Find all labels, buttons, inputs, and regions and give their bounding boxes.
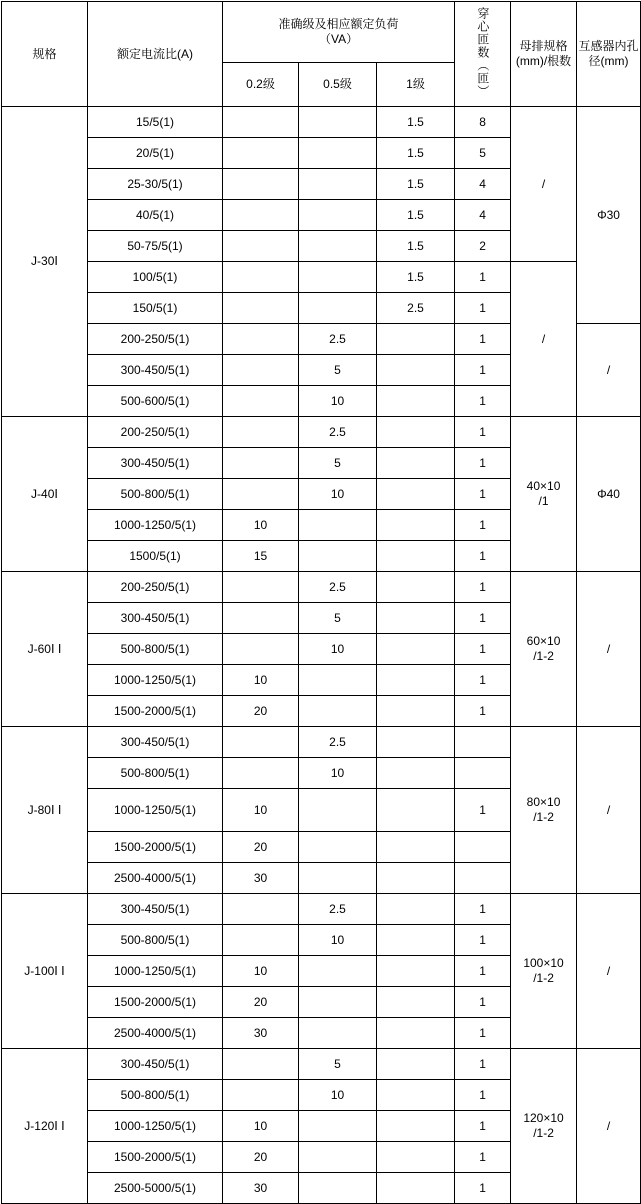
- class02-cell: [223, 479, 299, 510]
- class1-cell: [377, 696, 455, 727]
- class02-cell: [223, 417, 299, 448]
- turns-cell: 1: [455, 324, 511, 355]
- spec-cell: J-80Ⅰ Ⅰ: [2, 727, 88, 894]
- turns-cell: 4: [455, 169, 511, 200]
- ratio-cell: 50-75/5(1): [88, 231, 223, 262]
- class1-cell: [377, 324, 455, 355]
- ratio-cell: 1000-1250/5(1): [88, 665, 223, 696]
- table-row: [2, 727, 641, 758]
- class02-cell: [223, 355, 299, 386]
- class02-cell: 30: [223, 863, 299, 894]
- class05-cell: [299, 1018, 377, 1049]
- class05-cell: 5: [299, 355, 377, 386]
- turns-cell: 5: [455, 138, 511, 169]
- class1-cell: [377, 1049, 455, 1080]
- class02-cell: 15: [223, 541, 299, 572]
- bus-line1: 60×10: [526, 634, 561, 648]
- turns-cell: 1: [455, 386, 511, 417]
- turns-cell: 1: [455, 262, 511, 293]
- ratio-cell: 300-450/5(1): [88, 1049, 223, 1080]
- ratio-cell: 1500-2000/5(1): [88, 696, 223, 727]
- hole-cell: Φ30: [577, 107, 641, 324]
- header-ratio: 额定电流比(A): [88, 2, 223, 107]
- spec-table-page: [0, 1, 641, 1195]
- class02-cell: 30: [223, 1018, 299, 1049]
- header-class-05: 0.5级: [299, 63, 377, 107]
- class1-cell: [377, 956, 455, 987]
- ratio-cell: 1500-2000/5(1): [88, 1142, 223, 1173]
- class1-cell: [377, 355, 455, 386]
- table-header: [2, 2, 641, 107]
- bus-cell: [511, 417, 577, 572]
- turns-cell: 1: [455, 448, 511, 479]
- ratio-cell: 500-800/5(1): [88, 634, 223, 665]
- ratio-cell: 40/5(1): [88, 200, 223, 231]
- class05-cell: 10: [299, 479, 377, 510]
- ratio-cell: 300-450/5(1): [88, 355, 223, 386]
- turns-cell: 1: [455, 987, 511, 1018]
- turns-cell: 1: [455, 479, 511, 510]
- table-row: [2, 107, 641, 138]
- class1-cell: 2.5: [377, 293, 455, 324]
- class05-cell: 10: [299, 1080, 377, 1111]
- ratio-cell: 1000-1250/5(1): [88, 956, 223, 987]
- class05-cell: 2.5: [299, 417, 377, 448]
- ratio-cell: 200-250/5(1): [88, 572, 223, 603]
- class02-cell: [223, 138, 299, 169]
- turns-cell: 1: [455, 417, 511, 448]
- ratio-cell: 1500-2000/5(1): [88, 832, 223, 863]
- class1-cell: [377, 510, 455, 541]
- class1-cell: [377, 665, 455, 696]
- class05-cell: 2.5: [299, 324, 377, 355]
- class05-cell: [299, 510, 377, 541]
- ratio-cell: 150/5(1): [88, 293, 223, 324]
- class1-cell: [377, 479, 455, 510]
- spec-cell: J-100Ⅰ Ⅰ: [2, 894, 88, 1049]
- class02-cell: [223, 293, 299, 324]
- class05-cell: [299, 1142, 377, 1173]
- table-row: [2, 1049, 641, 1080]
- header-row-1: [2, 2, 641, 63]
- class02-cell: [223, 169, 299, 200]
- class1-cell: 1.5: [377, 262, 455, 293]
- hole-cell: /: [577, 727, 641, 894]
- class1-cell: [377, 758, 455, 789]
- class1-cell: [377, 541, 455, 572]
- header-turns: 穿心匝数（匝）: [455, 2, 511, 107]
- spec-cell: J-40Ⅰ: [2, 417, 88, 572]
- ratio-cell: 200-250/5(1): [88, 417, 223, 448]
- bus-cell: [511, 572, 577, 727]
- hole-cell: Φ40: [577, 417, 641, 572]
- class05-cell: 10: [299, 925, 377, 956]
- class05-cell: [299, 107, 377, 138]
- bus-line2: /1-2: [533, 1126, 554, 1140]
- ratio-cell: 15/5(1): [88, 107, 223, 138]
- bus-line1: 80×10: [526, 795, 561, 809]
- bus-cell: /: [511, 107, 577, 262]
- class1-cell: [377, 1142, 455, 1173]
- class02-cell: 20: [223, 832, 299, 863]
- ratio-cell: 300-450/5(1): [88, 894, 223, 925]
- turns-cell: 1: [455, 1018, 511, 1049]
- class1-cell: [377, 386, 455, 417]
- class1-cell: 1.5: [377, 200, 455, 231]
- class1-cell: [377, 572, 455, 603]
- class05-cell: 10: [299, 758, 377, 789]
- class02-cell: [223, 925, 299, 956]
- turns-cell: 1: [455, 603, 511, 634]
- ratio-cell: 20/5(1): [88, 138, 223, 169]
- class02-cell: 10: [223, 665, 299, 696]
- class05-cell: [299, 696, 377, 727]
- class02-cell: 20: [223, 987, 299, 1018]
- table-row: [2, 262, 641, 293]
- table-body: [2, 107, 641, 1204]
- class05-cell: 10: [299, 634, 377, 665]
- bus-line2: /1: [538, 494, 549, 508]
- bus-cell: /: [511, 262, 577, 417]
- turns-cell: [455, 758, 511, 789]
- class02-cell: [223, 758, 299, 789]
- class05-cell: [299, 231, 377, 262]
- class02-cell: 30: [223, 1173, 299, 1204]
- ratio-cell: 500-800/5(1): [88, 1080, 223, 1111]
- class05-cell: [299, 262, 377, 293]
- class05-cell: [299, 200, 377, 231]
- class1-cell: [377, 634, 455, 665]
- ratio-cell: 1000-1250/5(1): [88, 1111, 223, 1142]
- turns-cell: 1: [455, 355, 511, 386]
- turns-cell: 1: [455, 1142, 511, 1173]
- class1-cell: [377, 1018, 455, 1049]
- header-class-1: 1级: [377, 63, 455, 107]
- class05-cell: 2.5: [299, 894, 377, 925]
- turns-cell: [455, 727, 511, 758]
- class02-cell: [223, 603, 299, 634]
- class05-cell: [299, 832, 377, 863]
- class1-cell: [377, 863, 455, 894]
- class05-cell: [299, 956, 377, 987]
- class05-cell: [299, 138, 377, 169]
- ratio-cell: 25-30/5(1): [88, 169, 223, 200]
- class02-cell: [223, 727, 299, 758]
- current-transformer-spec-table: [1, 1, 641, 1204]
- class02-cell: 10: [223, 510, 299, 541]
- table-row: [2, 894, 641, 925]
- header-bus: 母排规格(mm)/根数: [511, 2, 577, 107]
- class05-cell: 10: [299, 386, 377, 417]
- bus-line1: 40×10: [526, 479, 561, 493]
- class02-cell: 10: [223, 1111, 299, 1142]
- header-accuracy-group: [223, 2, 455, 63]
- turns-cell: 1: [455, 1111, 511, 1142]
- ratio-cell: 2500-5000/5(1): [88, 1173, 223, 1204]
- turns-cell: 1: [455, 894, 511, 925]
- class1-cell: 1.5: [377, 169, 455, 200]
- turns-cell: 4: [455, 200, 511, 231]
- ratio-cell: 500-800/5(1): [88, 758, 223, 789]
- class02-cell: 20: [223, 1142, 299, 1173]
- class05-cell: [299, 1111, 377, 1142]
- class1-cell: [377, 925, 455, 956]
- class02-cell: 10: [223, 789, 299, 832]
- spec-cell: J-60Ⅰ Ⅰ: [2, 572, 88, 727]
- class1-cell: [377, 832, 455, 863]
- class1-cell: [377, 1111, 455, 1142]
- class1-cell: [377, 894, 455, 925]
- class1-cell: [377, 417, 455, 448]
- class05-cell: 5: [299, 448, 377, 479]
- class02-cell: 10: [223, 956, 299, 987]
- bus-cell: [511, 1049, 577, 1204]
- turns-cell: 1: [455, 925, 511, 956]
- ratio-cell: 500-800/5(1): [88, 925, 223, 956]
- class05-cell: [299, 293, 377, 324]
- ratio-cell: 2500-4000/5(1): [88, 1018, 223, 1049]
- class05-cell: [299, 665, 377, 696]
- ratio-cell: 1000-1250/5(1): [88, 510, 223, 541]
- class1-cell: [377, 727, 455, 758]
- class1-cell: [377, 987, 455, 1018]
- class02-cell: [223, 894, 299, 925]
- header-accuracy-line2: （VA）: [318, 32, 359, 47]
- class02-cell: [223, 231, 299, 262]
- turns-cell: 1: [455, 293, 511, 324]
- header-accuracy-line1: 准确级及相应额定负荷: [278, 17, 399, 32]
- ratio-cell: 500-800/5(1): [88, 479, 223, 510]
- turns-cell: 1: [455, 634, 511, 665]
- class02-cell: [223, 262, 299, 293]
- class1-cell: 1.5: [377, 231, 455, 262]
- class1-cell: 1.5: [377, 138, 455, 169]
- turns-cell: 1: [455, 1173, 511, 1204]
- class1-cell: [377, 1080, 455, 1111]
- hole-cell: /: [577, 894, 641, 1049]
- turns-cell: 8: [455, 107, 511, 138]
- class05-cell: 2.5: [299, 727, 377, 758]
- header-class-02: 0.2级: [223, 63, 299, 107]
- class05-cell: [299, 789, 377, 832]
- bus-line1: 100×10: [523, 956, 564, 970]
- ratio-cell: 300-450/5(1): [88, 448, 223, 479]
- ratio-cell: 2500-4000/5(1): [88, 863, 223, 894]
- class02-cell: [223, 448, 299, 479]
- header-hole: 互感器内孔径(mm): [577, 2, 641, 107]
- ratio-cell: 200-250/5(1): [88, 324, 223, 355]
- spec-cell: J-120Ⅰ Ⅰ: [2, 1049, 88, 1204]
- hole-cell: /: [577, 1049, 641, 1204]
- class02-cell: 20: [223, 696, 299, 727]
- class1-cell: [377, 1173, 455, 1204]
- turns-cell: [455, 863, 511, 894]
- class05-cell: 2.5: [299, 572, 377, 603]
- class02-cell: [223, 1049, 299, 1080]
- class02-cell: [223, 200, 299, 231]
- class02-cell: [223, 572, 299, 603]
- ratio-cell: 100/5(1): [88, 262, 223, 293]
- class05-cell: [299, 987, 377, 1018]
- ratio-cell: 500-600/5(1): [88, 386, 223, 417]
- turns-cell: 1: [455, 956, 511, 987]
- turns-cell: 1: [455, 789, 511, 832]
- turns-cell: 2: [455, 231, 511, 262]
- class02-cell: [223, 324, 299, 355]
- class05-cell: 5: [299, 603, 377, 634]
- turns-cell: 1: [455, 572, 511, 603]
- bus-line2: /1-2: [533, 971, 554, 985]
- class05-cell: [299, 169, 377, 200]
- class05-cell: 5: [299, 1049, 377, 1080]
- bus-line1: 120×10: [523, 1111, 564, 1125]
- table-row: [2, 572, 641, 603]
- turns-cell: 1: [455, 510, 511, 541]
- bus-line2: /1-2: [533, 649, 554, 663]
- class05-cell: [299, 1173, 377, 1204]
- class02-cell: [223, 1080, 299, 1111]
- turns-cell: 1: [455, 1049, 511, 1080]
- class02-cell: [223, 386, 299, 417]
- ratio-cell: 1500-2000/5(1): [88, 987, 223, 1018]
- class05-cell: [299, 863, 377, 894]
- ratio-cell: 1500/5(1): [88, 541, 223, 572]
- bus-cell: [511, 894, 577, 1049]
- turns-cell: 1: [455, 665, 511, 696]
- table-row: [2, 417, 641, 448]
- turns-cell: 1: [455, 541, 511, 572]
- spec-cell: J-30Ⅰ: [2, 107, 88, 417]
- ratio-cell: 1000-1250/5(1): [88, 789, 223, 832]
- class1-cell: [377, 603, 455, 634]
- ratio-cell: 300-450/5(1): [88, 727, 223, 758]
- class1-cell: [377, 448, 455, 479]
- ratio-cell: 300-450/5(1): [88, 603, 223, 634]
- turns-cell: 1: [455, 696, 511, 727]
- hole-cell: /: [577, 572, 641, 727]
- class1-cell: [377, 789, 455, 832]
- class05-cell: [299, 541, 377, 572]
- turns-cell: [455, 832, 511, 863]
- header-spec: 规格: [2, 2, 88, 107]
- bus-line2: /1-2: [533, 810, 554, 824]
- class02-cell: [223, 107, 299, 138]
- hole-cell: /: [577, 324, 641, 417]
- class1-cell: 1.5: [377, 107, 455, 138]
- turns-cell: 1: [455, 1080, 511, 1111]
- bus-cell: [511, 727, 577, 894]
- class02-cell: [223, 634, 299, 665]
